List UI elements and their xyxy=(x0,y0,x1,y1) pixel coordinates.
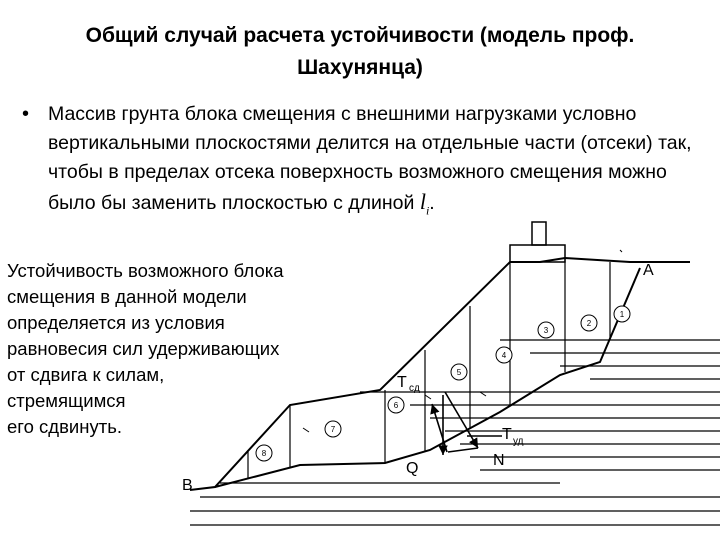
label-n: N xyxy=(493,452,505,469)
side-line: определяется из условия xyxy=(7,312,225,333)
force-connector xyxy=(448,448,478,452)
side-line: от сдвига к силам, xyxy=(7,364,165,385)
slice-number-5: 5 xyxy=(456,368,462,377)
force-vectors xyxy=(432,392,502,455)
tick-mark xyxy=(620,250,622,252)
label-t-ud: Т xyxy=(502,426,512,443)
tick-mark xyxy=(303,428,309,432)
title-line-2: Шахунянца) xyxy=(297,56,423,79)
label-b: В xyxy=(182,477,193,494)
slice-number-1: 1 xyxy=(619,310,625,319)
slice-number-8: 8 xyxy=(261,449,267,458)
slice-number-2: 2 xyxy=(586,319,592,328)
building-tower xyxy=(532,222,546,245)
length-variable-sub: i xyxy=(425,203,430,218)
side-line: равновесия сил удерживающих xyxy=(7,338,280,359)
side-line: смещения в данной модели xyxy=(7,286,247,307)
side-line: Устойчивость возможного блока xyxy=(7,260,284,281)
label-t-sd-sub: сд xyxy=(409,383,420,394)
side-line: его сдвинуть. xyxy=(7,416,122,437)
diagram-labels xyxy=(182,262,654,494)
label-t-ud-sub: уд xyxy=(513,436,524,447)
title-line-1: Общий случай расчета устойчивости (модель проф. xyxy=(85,24,635,47)
sliding-surface xyxy=(215,268,640,487)
slice-number-3: 3 xyxy=(543,326,549,335)
bullet-end: . xyxy=(429,192,435,214)
slice-dividers xyxy=(248,258,610,478)
slice-number-4: 4 xyxy=(501,351,507,360)
side-line: стремящимся xyxy=(7,390,126,411)
bullet-body: Массив грунта блока смещения с внешними нагрузками условно вертикальными плоскостями делится на отдельные части (отсеки) так, чтобы в пределах отсека поверхность возможного смещения можно было бы заменить плоскостью с длиной xyxy=(48,103,692,214)
building-load xyxy=(510,222,565,262)
label-t-sd: Т xyxy=(397,374,407,391)
label-q: Q xyxy=(406,460,419,477)
tick-mark xyxy=(425,395,431,399)
slice-number-7: 7 xyxy=(330,425,336,434)
bullet-dot-icon: • xyxy=(22,103,30,125)
length-variable-base: l xyxy=(419,189,426,214)
slice-number-6: 6 xyxy=(393,401,399,410)
label-a: А xyxy=(643,262,654,279)
